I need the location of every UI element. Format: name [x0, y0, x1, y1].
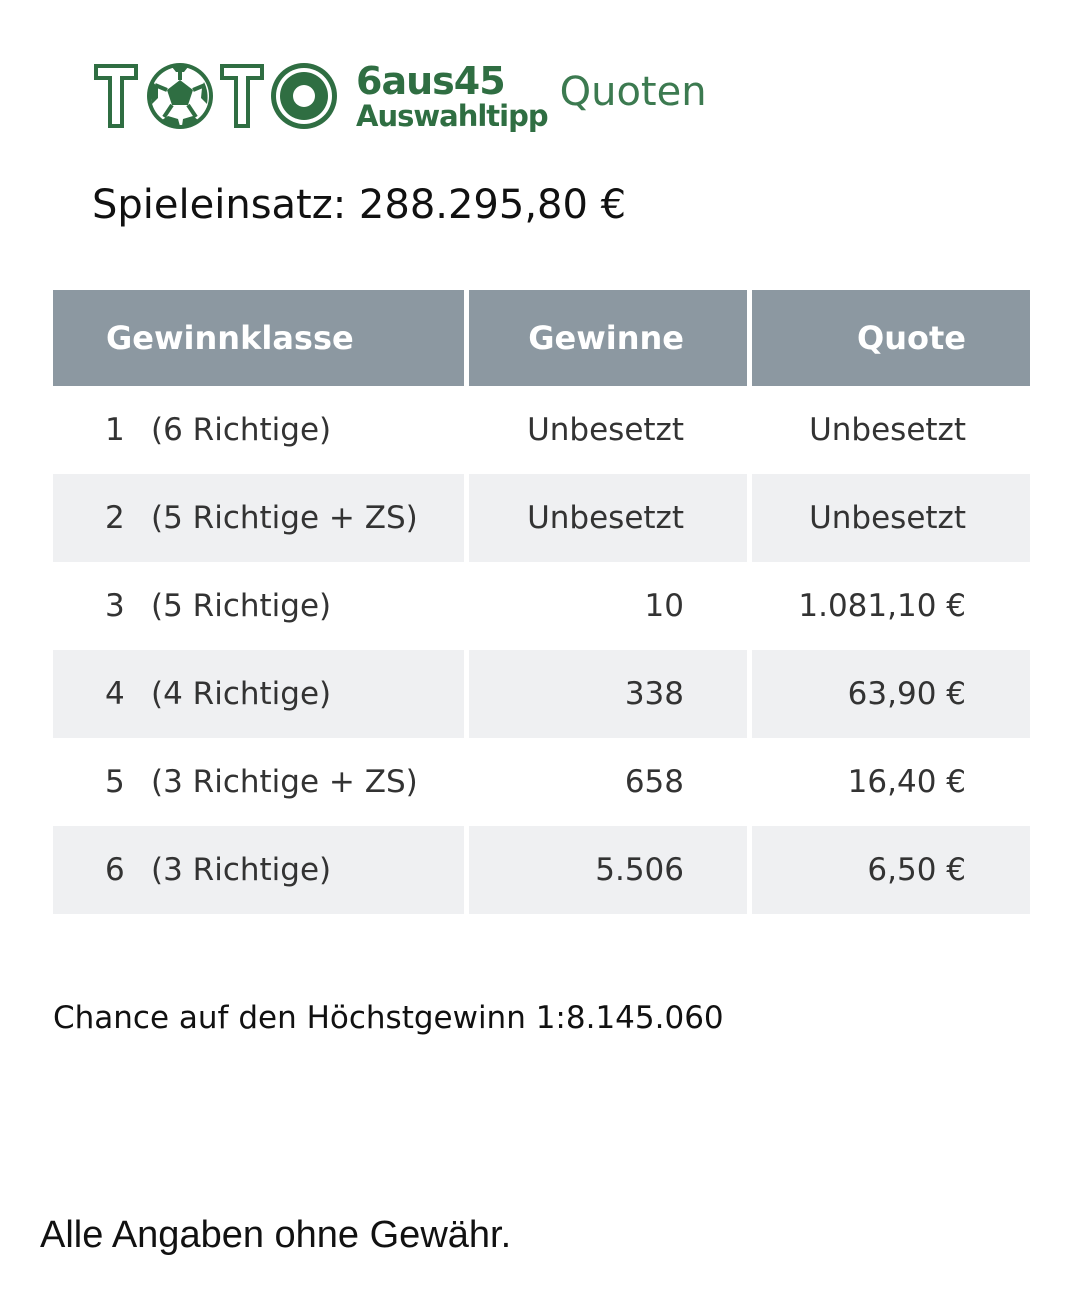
table-header-row — [53, 290, 1030, 386]
disclaimer-text: Alle Angaben ohne Gewähr. — [40, 1214, 512, 1256]
cell-quote: Unbesetzt — [809, 412, 966, 448]
cell-class — [53, 474, 464, 562]
class-number: 2 — [105, 500, 125, 536]
header-quote: Quote — [752, 290, 1030, 386]
section-label: Quoten — [559, 69, 707, 115]
game-logo-line1: 6aus45 — [356, 58, 505, 103]
table-row — [53, 826, 1030, 914]
game-logo-line2: Auswahltipp — [356, 98, 548, 133]
table-row — [53, 386, 1030, 474]
cell-class — [53, 386, 464, 474]
cell-winners: 5.506 — [469, 826, 747, 914]
cell-quote: 63,90 € — [752, 650, 1030, 738]
cell-winners: 338 — [469, 650, 747, 738]
class-number: 3 — [105, 588, 125, 624]
class-description: (5 Richtige + ZS) — [151, 500, 418, 536]
cell-quote: 1.081,10 € — [798, 588, 966, 624]
header-gewinnklasse: Gewinnklasse — [53, 290, 464, 386]
header-gewinne: Gewinne — [469, 290, 747, 386]
table-row — [53, 474, 1030, 562]
cell-winners: 658 — [624, 764, 684, 800]
stake-value: 288.295,80 € — [358, 182, 627, 228]
stake-line — [92, 182, 626, 228]
cell-class — [53, 650, 464, 738]
cell-winners: Unbesetzt — [469, 474, 747, 562]
table-row — [53, 650, 1030, 738]
class-number: 5 — [105, 764, 125, 800]
cell-class — [53, 562, 464, 650]
cell-winners: Unbesetzt — [527, 412, 684, 448]
cell-winners: 10 — [644, 588, 684, 624]
table-row — [53, 738, 1030, 826]
jackpot-chance-text: Chance auf den Höchstgewinn 1:8.145.060 — [53, 1000, 724, 1036]
class-number: 6 — [105, 852, 125, 888]
cell-class — [53, 738, 464, 826]
class-number: 1 — [105, 412, 125, 448]
cell-quote: 6,50 € — [752, 826, 1030, 914]
cell-class — [53, 826, 464, 914]
class-description: (5 Richtige) — [151, 588, 332, 624]
quotes-table — [48, 290, 1035, 914]
class-description: (6 Richtige) — [151, 412, 332, 448]
cell-quote: 16,40 € — [847, 764, 966, 800]
header-logo-row — [92, 56, 707, 136]
table-row — [53, 562, 1030, 650]
stake-label: Spieleinsatz: — [92, 182, 347, 228]
cell-quote: Unbesetzt — [752, 474, 1030, 562]
class-description: (3 Richtige + ZS) — [151, 764, 418, 800]
game-logo — [356, 58, 548, 133]
class-description: (3 Richtige) — [151, 852, 332, 888]
toto-logo-icon — [92, 60, 342, 132]
class-description: (4 Richtige) — [151, 676, 332, 712]
class-number: 4 — [105, 676, 125, 712]
